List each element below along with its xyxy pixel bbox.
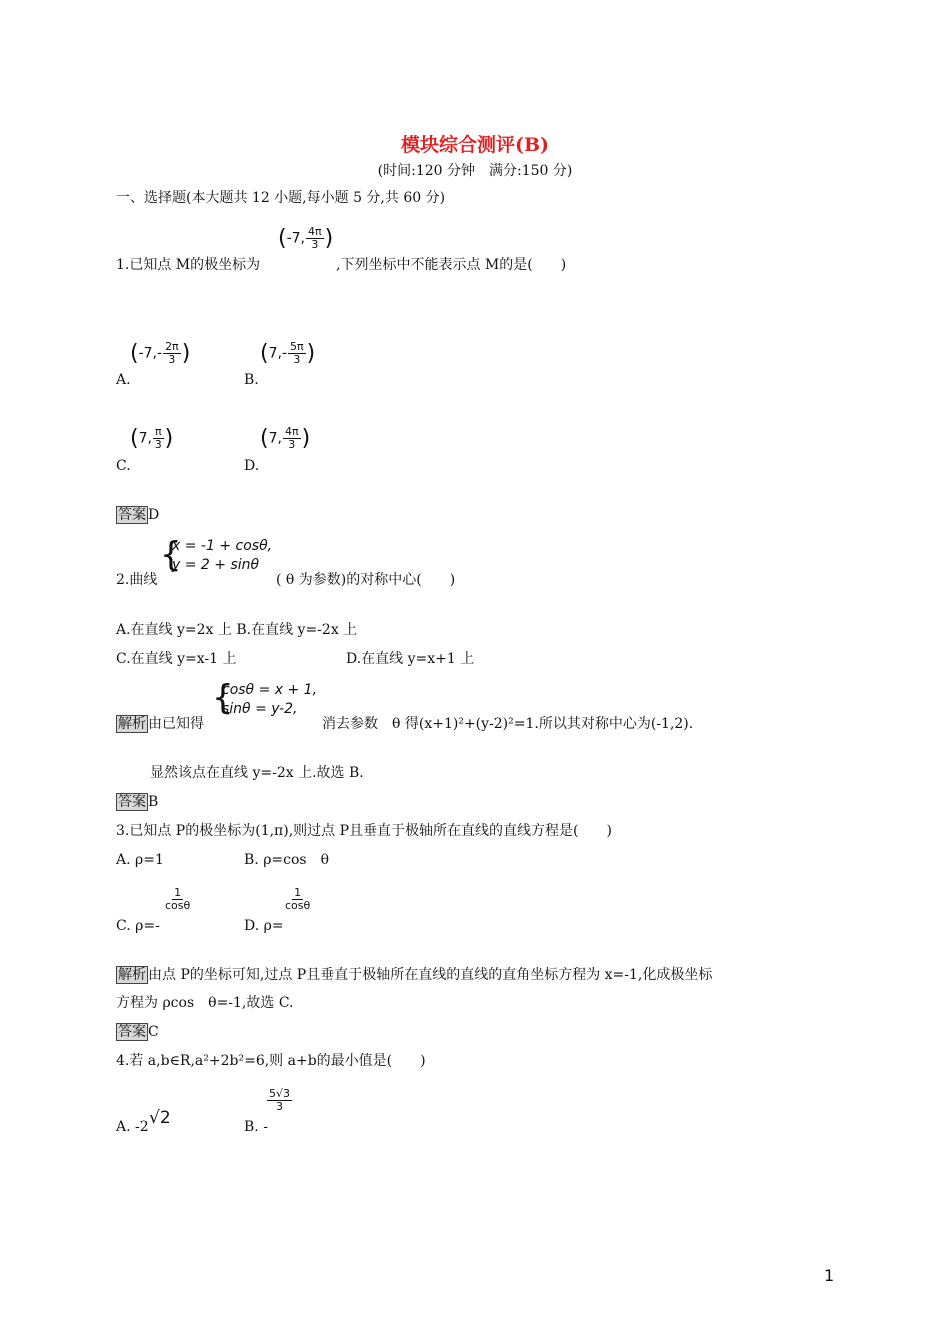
q2-option-d: D.在直线 y=x+1 上 xyxy=(346,651,475,667)
q4-stem: 4.若 a,b∈R,a²+2b²=6,则 a+b的最小值是( ) xyxy=(116,1053,426,1069)
section-heading: 一、选择题(本大题共 12 小题,每小题 5 分,共 60 分) xyxy=(116,190,446,206)
doc-subtitle: (时间:120 分钟 满分:150 分) xyxy=(377,163,573,179)
q1-option-d-label: D. xyxy=(244,458,260,474)
q1-option-c-math: (7, $\frac{\pi}{3}$ ) xyxy=(130,425,174,451)
q2-stem-start: 2.曲线 xyxy=(116,572,158,588)
q1-option-c-label: C. xyxy=(116,458,131,474)
answer-value: D xyxy=(148,507,160,523)
page-number: 1 xyxy=(824,1266,835,1285)
q4-option-b: B. - xyxy=(244,1119,268,1135)
q4-option-a-radical: √2 xyxy=(149,1108,171,1128)
analysis-tag: 解析 xyxy=(118,716,146,732)
q3-option-c-fraction: $\frac{1}{\cos\theta}$ xyxy=(165,886,191,912)
q4-option-a: A. -2 xyxy=(116,1119,149,1135)
answer-tag: 答案 xyxy=(118,1024,146,1040)
q2-answer xyxy=(116,793,158,811)
q3-option-c: C. ρ=- xyxy=(116,918,160,934)
q2-system-line1: x = -1 + cosθ, xyxy=(172,538,273,554)
q2-analysis-start: 解析 由已知得 xyxy=(118,716,204,732)
q3-option-b: B. ρ=cos θ xyxy=(244,852,330,868)
q2-analysis-end: 消去参数 θ 得(x+1)²+(y-2)²=1.所以其对称中心为(-1,2). xyxy=(322,716,694,732)
q3-analysis-line1: 解析 由点 P的坐标可知,过点 P且垂直于极轴所在直线的直线的直角坐标方程为 x=-1,化成极坐标 xyxy=(118,967,713,983)
q1-option-d-math: (7, $\frac{4\pi}{3}$ ) xyxy=(260,425,311,451)
q3-analysis-line2: 方程为 ρcos θ=-1,故选 C. xyxy=(116,995,294,1011)
q2-options-ab: A.在直线 y=2x 上 B.在直线 y=-2x 上 xyxy=(116,622,358,638)
q3-option-a: A. ρ=1 xyxy=(116,852,164,868)
q2-analysis-sys-line2: sinθ = y-2, xyxy=(222,701,298,717)
doc-title: 模块综合测评(B) xyxy=(400,134,550,156)
answer-value: B xyxy=(148,794,159,810)
q2-system-line2: y = 2 + sinθ xyxy=(172,557,260,573)
q1-option-a-label: A. xyxy=(116,372,131,388)
q3-option-d-fraction: $\frac{1}{\cos\theta}$ xyxy=(285,886,311,912)
answer-tag: 答案 xyxy=(118,507,146,523)
q4-option-b-fraction: $\frac{5√3}{3}$ xyxy=(269,1087,291,1113)
q2-analysis-conclusion: 显然该点在直线 y=-2x 上.故选 B. xyxy=(150,765,364,781)
q3-answer xyxy=(116,1023,159,1041)
q1-stem-end: ,下列坐标中不能表示点 M的是( ) xyxy=(336,257,567,273)
q1-option-b-math: (7,- $\frac{5\pi}{3}$ ) xyxy=(260,340,316,366)
q2-option-c: C.在直线 y=x-1 上 xyxy=(116,651,237,667)
q1-option-a-math: (-7,- $\frac{2\pi}{3}$ ) xyxy=(130,340,191,366)
q2-analysis-sys-line1: cosθ = x + 1, xyxy=(222,682,318,698)
q2-system-brace: { xyxy=(160,535,182,575)
q1-answer xyxy=(116,506,159,524)
q1-stem-math: (-7, $\frac{4\pi}{3}$ ) xyxy=(278,225,334,251)
answer-value: C xyxy=(148,1024,159,1040)
analysis-tag: 解析 xyxy=(118,967,146,983)
q2-stem-end: ( θ 为参数)的对称中心( ) xyxy=(276,572,456,588)
q2-analysis-brace: { xyxy=(212,678,234,718)
q1-option-b-label: B. xyxy=(244,372,259,388)
answer-tag: 答案 xyxy=(118,794,146,810)
q1-stem-start: 1.已知点 M的极坐标为 xyxy=(116,257,261,273)
q3-stem: 3.已知点 P的极坐标为(1,π),则过点 P且垂直于极轴所在直线的直线方程是( ) xyxy=(116,823,612,839)
q3-option-d: D. ρ= xyxy=(244,918,284,934)
